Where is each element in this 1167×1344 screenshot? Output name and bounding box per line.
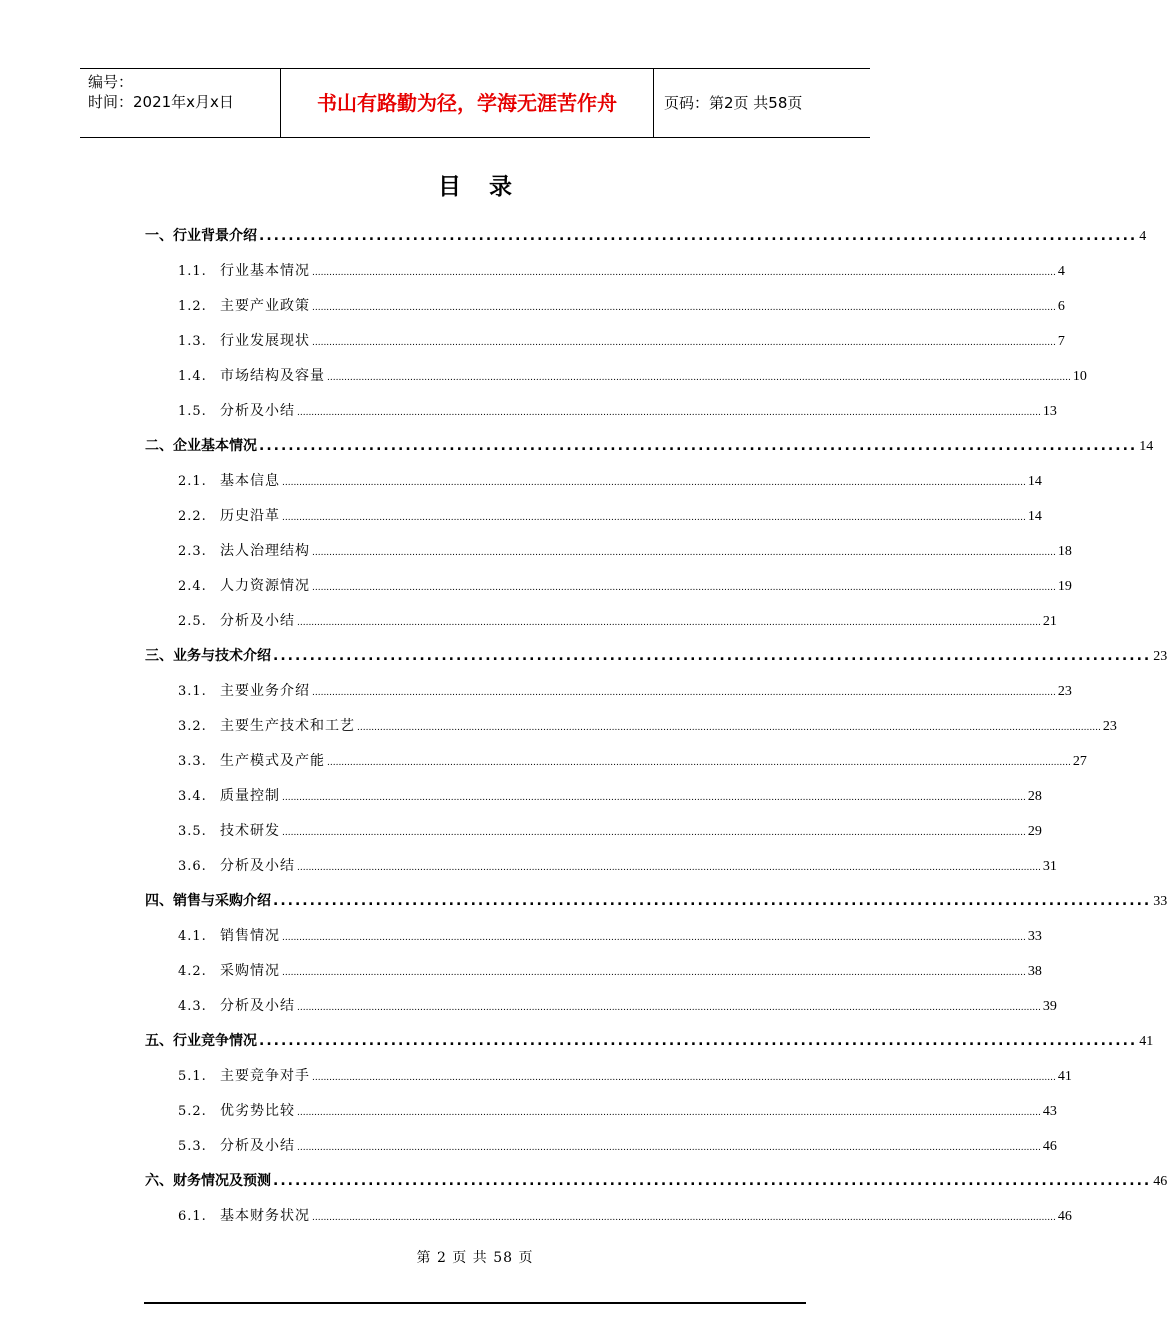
toc-entry-label: 行业发展现状 <box>220 333 310 349</box>
toc-leader-dots: ........................................................................................................................ <box>273 1173 1152 1189</box>
toc-section-entry[interactable] <box>178 1205 1072 1227</box>
document-header <box>80 68 870 138</box>
toc-entry-page: 27 <box>1072 754 1087 769</box>
toc-entry-page: 14 <box>1027 474 1042 489</box>
toc-entry-number: 2.5. <box>178 614 207 629</box>
footer-rule <box>144 1302 806 1304</box>
toc-entry-page: 6 <box>1057 299 1065 314</box>
toc-entry-label: 分析及小结 <box>220 403 295 419</box>
toc-chapter-entry[interactable] <box>145 1030 1154 1052</box>
toc-entry-label: 主要产业政策 <box>220 298 310 314</box>
toc-leader-dots: .................................................................................................................................................................................................................................................................... <box>312 338 1056 348</box>
toc-entry-page: 28 <box>1027 789 1042 804</box>
toc-entry-page: 33 <box>1153 894 1167 909</box>
toc-leader-dots: .................................................................................................................................................................................................................................................................... <box>282 513 1026 523</box>
toc-chapter-entry[interactable] <box>145 1170 1167 1192</box>
toc-leader-dots: .................................................................................................................................................................................................................................................................... <box>297 1143 1041 1153</box>
toc-entry-label: 基本信息 <box>220 473 280 489</box>
toc-entry-label: 行业基本情况 <box>220 263 310 279</box>
toc-leader-dots: .................................................................................................................................................................................................................................................................... <box>282 968 1026 978</box>
header-motto: 书山有路勤为径，学海无涯苦作舟 <box>281 69 654 137</box>
toc-entry-page: 13 <box>1042 404 1057 419</box>
toc-leader-dots: .................................................................................................................................................................................................................................................................... <box>297 1108 1041 1118</box>
toc-entry-page: 29 <box>1027 824 1042 839</box>
toc-entry-label: 五、行业竞争情况 <box>145 1033 257 1049</box>
toc-entry-page: 14 <box>1139 439 1154 454</box>
toc-section-entry[interactable] <box>178 995 1057 1017</box>
toc-entry-number: 5.2. <box>178 1104 207 1119</box>
toc-entry-label: 市场结构及容量 <box>220 368 325 384</box>
toc-entry-number: 4.2. <box>178 964 207 979</box>
toc-entry-page: 39 <box>1042 999 1057 1014</box>
toc-section-entry[interactable] <box>178 680 1072 702</box>
toc-entry-page: 4 <box>1057 264 1065 279</box>
toc-entry-number: 3.3. <box>178 754 207 769</box>
toc-entry-page: 31 <box>1042 859 1057 874</box>
toc-entry-label: 生产模式及产能 <box>220 753 325 769</box>
toc-leader-dots: .................................................................................................................................................................................................................................................................... <box>327 373 1071 383</box>
toc-entry-page: 33 <box>1027 929 1042 944</box>
toc-section-entry[interactable] <box>178 785 1042 807</box>
toc-entry-label: 分析及小结 <box>220 1138 295 1154</box>
toc-entry-page: 41 <box>1057 1069 1072 1084</box>
toc-entry-number: 5.3. <box>178 1139 207 1154</box>
toc-entry-number: 4.3. <box>178 999 207 1014</box>
toc-section-entry[interactable] <box>178 820 1042 842</box>
header-meta-cell <box>80 69 281 137</box>
toc-leader-dots: .................................................................................................................................................................................................................................................................... <box>312 548 1056 558</box>
toc-entry-number: 2.4. <box>178 579 207 594</box>
toc-leader-dots: .................................................................................................................................................................................................................................................................... <box>327 758 1071 768</box>
header-number-label: 编号： <box>88 73 134 91</box>
toc-entry-label: 优劣势比较 <box>220 1103 295 1119</box>
toc-chapter-entry[interactable] <box>145 435 1154 457</box>
header-time-label: 时间：2021年x月x日 <box>88 93 234 111</box>
toc-section-entry[interactable] <box>178 365 1087 387</box>
toc-entry-page: 7 <box>1057 334 1065 349</box>
toc-entry-number: 1.4. <box>178 369 207 384</box>
toc-entry-page: 46 <box>1042 1139 1057 1154</box>
toc-section-entry[interactable] <box>178 330 1065 352</box>
toc-section-entry[interactable] <box>178 610 1057 632</box>
toc-section-entry[interactable] <box>178 470 1042 492</box>
toc-section-entry[interactable] <box>178 540 1072 562</box>
toc-entry-number: 6.1. <box>178 1209 207 1224</box>
toc-entry-number: 1.1. <box>178 264 207 279</box>
toc-leader-dots: ........................................................................................................................ <box>259 228 1138 244</box>
toc-leader-dots: .................................................................................................................................................................................................................................................................... <box>297 1003 1041 1013</box>
toc-section-entry[interactable] <box>178 855 1057 877</box>
toc-chapter-entry[interactable] <box>145 225 1147 247</box>
toc-leader-dots: .................................................................................................................................................................................................................................................................... <box>282 793 1026 803</box>
toc-entry-number: 2.3. <box>178 544 207 559</box>
toc-entry-label: 基本财务状况 <box>220 1208 310 1224</box>
toc-entry-label: 主要生产技术和工艺 <box>220 718 355 734</box>
toc-leader-dots: .................................................................................................................................................................................................................................................................... <box>312 688 1056 698</box>
toc-entry-page: 46 <box>1057 1209 1072 1224</box>
toc-leader-dots: .................................................................................................................................................................................................................................................................... <box>282 478 1026 488</box>
toc-section-entry[interactable] <box>178 260 1065 282</box>
toc-entry-number: 5.1. <box>178 1069 207 1084</box>
toc-entry-number: 3.2. <box>178 719 207 734</box>
toc-entry-label: 三、业务与技术介绍 <box>145 648 271 664</box>
toc-section-entry[interactable] <box>178 960 1042 982</box>
toc-entry-page: 41 <box>1139 1034 1154 1049</box>
toc-section-entry[interactable] <box>178 1065 1072 1087</box>
toc-entry-label: 分析及小结 <box>220 858 295 874</box>
toc-entry-page: 23 <box>1102 719 1117 734</box>
toc-entry-label: 采购情况 <box>220 963 280 979</box>
toc-leader-dots: .................................................................................................................................................................................................................................................................... <box>357 723 1101 733</box>
toc-entry-label: 六、财务情况及预测 <box>145 1173 271 1189</box>
toc-entry-page: 23 <box>1057 684 1072 699</box>
toc-entry-number: 3.4. <box>178 789 207 804</box>
toc-entry-label: 主要业务介绍 <box>220 683 310 699</box>
toc-leader-dots: .................................................................................................................................................................................................................................................................... <box>282 828 1026 838</box>
toc-leader-dots: .................................................................................................................................................................................................................................................................... <box>282 933 1026 943</box>
toc-leader-dots: .................................................................................................................................................................................................................................................................... <box>312 1213 1056 1223</box>
toc-entry-page: 4 <box>1139 229 1147 244</box>
toc-entry-label: 质量控制 <box>220 788 280 804</box>
header-page-info: 页码：第2页 共58页 <box>664 94 803 112</box>
toc-entry-number: 4.1. <box>178 929 207 944</box>
toc-section-entry[interactable] <box>178 715 1117 737</box>
toc-entry-page: 46 <box>1153 1174 1167 1189</box>
toc-leader-dots: ........................................................................................................................ <box>273 893 1152 909</box>
toc-chapter-entry[interactable] <box>145 645 1167 667</box>
toc-entry-label: 人力资源情况 <box>220 578 310 594</box>
toc-entry-label: 四、销售与采购介绍 <box>145 893 271 909</box>
toc-entry-number: 3.6. <box>178 859 207 874</box>
toc-entry-number: 1.5. <box>178 404 207 419</box>
footer-page-number: 第 2 页 共 58 页 <box>416 1250 534 1266</box>
toc-entry-number: 3.5. <box>178 824 207 839</box>
toc-entry-page: 18 <box>1057 544 1072 559</box>
toc-entry-label: 二、企业基本情况 <box>145 438 257 454</box>
toc-title: 目录 <box>438 174 540 200</box>
toc-leader-dots: .................................................................................................................................................................................................................................................................... <box>297 618 1041 628</box>
toc-entry-page: 14 <box>1027 509 1042 524</box>
toc-section-entry[interactable] <box>178 400 1057 422</box>
toc-leader-dots: .................................................................................................................................................................................................................................................................... <box>312 268 1056 278</box>
toc-entry-page: 23 <box>1153 649 1167 664</box>
toc-entry-page: 38 <box>1027 964 1042 979</box>
toc-entry-number: 2.1. <box>178 474 207 489</box>
toc-entry-page: 10 <box>1072 369 1087 384</box>
toc-section-entry[interactable] <box>178 295 1065 317</box>
toc-entry-number: 1.3. <box>178 334 207 349</box>
toc-entry-label: 分析及小结 <box>220 613 295 629</box>
toc-entry-label: 法人治理结构 <box>220 543 310 559</box>
toc-entry-label: 历史沿革 <box>220 508 280 524</box>
toc-leader-dots: ........................................................................................................................ <box>259 438 1138 454</box>
toc-section-entry[interactable] <box>178 750 1087 772</box>
toc-section-entry[interactable] <box>178 1100 1057 1122</box>
toc-leader-dots: ........................................................................................................................ <box>273 648 1152 664</box>
toc-entry-label: 分析及小结 <box>220 998 295 1014</box>
toc-entry-label: 技术研发 <box>220 823 280 839</box>
toc-leader-dots: .................................................................................................................................................................................................................................................................... <box>312 1073 1056 1083</box>
toc-entry-number: 3.1. <box>178 684 207 699</box>
toc-leader-dots: ........................................................................................................................ <box>259 1033 1138 1049</box>
toc-entry-number: 1.2. <box>178 299 207 314</box>
toc-entry-number: 2.2. <box>178 509 207 524</box>
toc-leader-dots: .................................................................................................................................................................................................................................................................... <box>312 303 1056 313</box>
toc-section-entry[interactable] <box>178 505 1042 527</box>
toc-section-entry[interactable] <box>178 575 1072 597</box>
toc-section-entry[interactable] <box>178 925 1042 947</box>
toc-entry-label: 主要竞争对手 <box>220 1068 310 1084</box>
toc-section-entry[interactable] <box>178 1135 1057 1157</box>
toc-leader-dots: .................................................................................................................................................................................................................................................................... <box>312 583 1056 593</box>
toc-entry-label: 销售情况 <box>220 928 280 944</box>
toc-entry-page: 19 <box>1057 579 1072 594</box>
toc-leader-dots: .................................................................................................................................................................................................................................................................... <box>297 408 1041 418</box>
toc-chapter-entry[interactable] <box>145 890 1167 912</box>
toc-leader-dots: .................................................................................................................................................................................................................................................................... <box>297 863 1041 873</box>
toc-entry-label: 一、行业背景介绍 <box>145 228 257 244</box>
toc-entry-page: 43 <box>1042 1104 1057 1119</box>
toc-entry-page: 21 <box>1042 614 1057 629</box>
